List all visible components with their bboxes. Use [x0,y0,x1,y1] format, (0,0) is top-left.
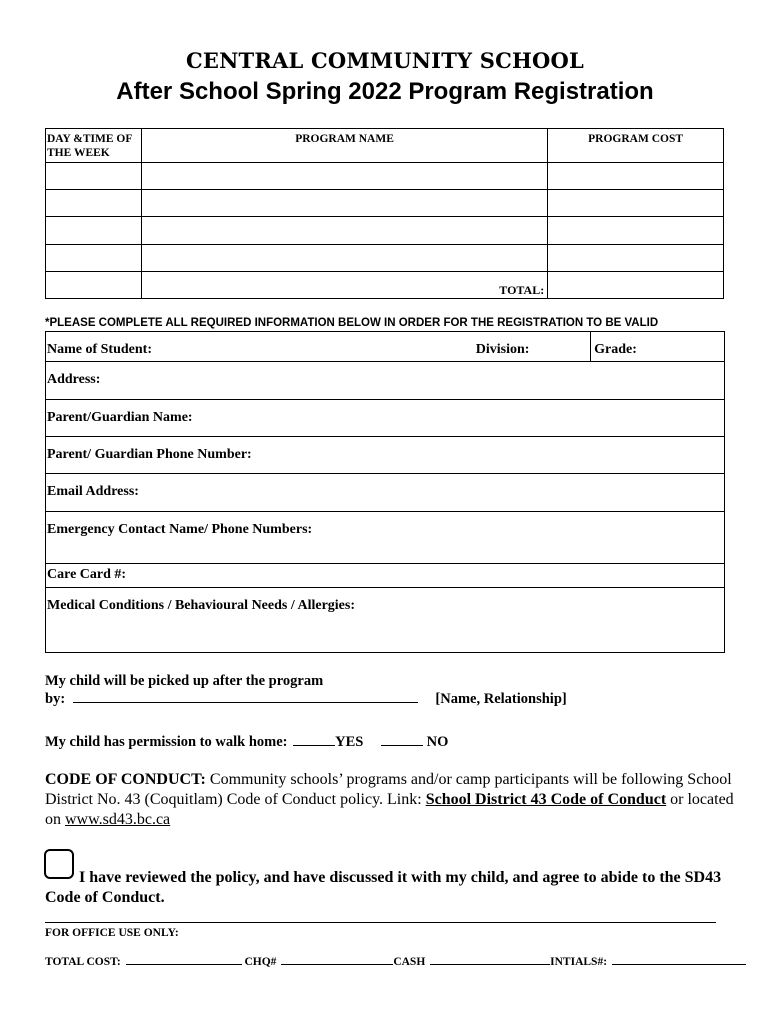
pickup-line2 [45,691,567,708]
day-cell[interactable] [46,163,142,190]
program-name-cell[interactable] [141,163,547,190]
office-use-row [45,956,746,968]
program-name-cell[interactable] [141,245,547,272]
email-label: Email Address: [47,484,139,499]
program-cost-cell[interactable] [548,245,724,272]
table-row [46,217,724,245]
walk-home-no-label: NO [426,734,449,750]
parent-name-field[interactable] [46,400,725,437]
grade-label: Grade: [594,342,637,357]
agreement-text: I have reviewed the policy, and have discussed it with my child, and agree to abide to the SD43 Code of Conduct. [45,869,722,906]
table-row [46,190,724,217]
form-title: After School Spring 2022 Program Registration [116,78,654,105]
division-field[interactable] [474,332,591,362]
program-cost-cell[interactable] [548,163,724,190]
table-row [46,245,724,272]
code-of-conduct-link[interactable]: School District 43 Code of Conduct [425,791,667,808]
school-name: CENTRAL COMMUNITY SCHOOL [186,48,584,73]
walk-home-label: My child has permission to walk home: [45,734,288,750]
walk-home-no-line[interactable] [381,745,423,746]
day-cell[interactable] [46,245,142,272]
day-time-header: DAY &TIME OF THE WEEK [46,129,142,163]
address-label: Address: [47,372,101,387]
total-cost-line[interactable] [126,964,242,965]
program-table [45,128,724,299]
care-card-field[interactable] [46,564,725,588]
pickup-suffix: [Name, Relationship] [435,691,567,707]
medical-conditions-field[interactable] [46,588,725,653]
division-label: Division: [475,342,530,357]
parent-name-label: Parent/Guardian Name: [47,410,193,425]
day-cell[interactable] [46,190,142,217]
emergency-contact-field[interactable] [46,512,725,564]
code-of-conduct-text2: or located on [45,791,734,828]
email-field[interactable] [46,474,725,512]
pickup-name-line[interactable] [73,702,418,703]
code-of-conduct-text: Community schools’ programs and/or camp participants will be following School District No. 43 (Coquitlam) Code of Conduct policy. Link: [45,771,732,808]
office-use-label: FOR OFFICE USE ONLY: [45,927,179,939]
program-cost-cell[interactable] [548,217,724,245]
program-cost-cell[interactable] [548,190,724,217]
cash-line[interactable] [430,964,550,965]
walk-home-line [45,734,448,751]
pickup-line1: My child will be picked up after the program [45,673,324,689]
initials-label: INTIALS#: [550,956,608,968]
walk-home-yes-line[interactable] [293,745,335,746]
program-name-header: PROGRAM NAME [141,129,547,163]
medical-conditions-label: Medical Conditions / Behavioural Needs / Allergies: [47,598,355,613]
total-cost-label: TOTAL COST: [45,956,121,968]
day-cell[interactable] [46,217,142,245]
chq-line[interactable] [281,964,393,965]
care-card-label: Care Card #: [47,567,127,582]
parent-phone-label: Parent/ Guardian Phone Number: [47,447,252,462]
grade-field[interactable] [591,332,725,362]
total-row [46,272,724,299]
table-row [46,163,724,190]
student-name-label: Name of Student: [47,342,152,357]
total-label: TOTAL: [141,272,547,299]
cash-label: CASH [393,956,426,968]
day-cell[interactable] [46,272,142,299]
pickup-by-label: by: [45,691,66,707]
total-cost-cell[interactable] [548,272,724,299]
address-field[interactable] [46,362,725,400]
program-name-cell[interactable] [141,217,547,245]
code-of-conduct-heading: CODE OF CONDUCT: [45,771,206,788]
emergency-contact-label: Emergency Contact Name/ Phone Numbers: [47,522,313,537]
parent-phone-field[interactable] [46,437,725,474]
program-table-header [46,129,724,163]
office-divider [45,922,716,923]
walk-home-yes-label: YES [335,734,364,750]
student-name-field[interactable] [46,332,474,362]
program-name-cell[interactable] [141,190,547,217]
sd43-url-link[interactable]: www.sd43.bc.ca [65,811,171,828]
chq-label: CHQ# [244,956,277,968]
student-info-table [45,331,725,653]
program-cost-header: PROGRAM COST [548,129,724,163]
code-of-conduct-paragraph [45,770,735,830]
required-info-note: *PLEASE COMPLETE ALL REQUIRED INFORMATION BELOW IN ORDER FOR THE REGISTRATION TO BE VALID [45,317,659,329]
initials-line[interactable] [612,964,746,965]
